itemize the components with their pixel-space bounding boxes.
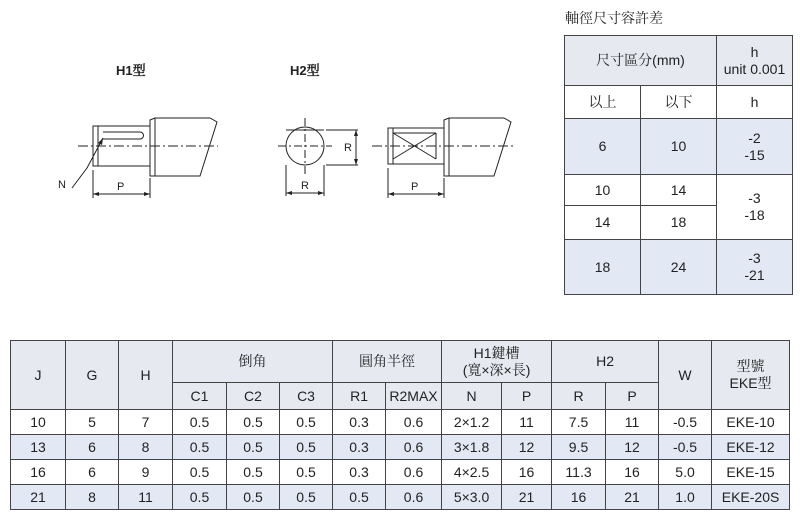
- cell-c2: 0.5: [227, 460, 280, 485]
- cell-h2-p: 12: [606, 435, 659, 460]
- cell-h2-r: 11.3: [552, 460, 606, 485]
- cell-h: 11: [119, 485, 173, 510]
- table-row: [11, 435, 790, 460]
- cell-c3: 0.5: [280, 485, 333, 510]
- cell-h2-p: 21: [606, 485, 659, 510]
- cell-h: 8: [119, 435, 173, 460]
- cell-model: EKE-15: [712, 460, 790, 485]
- cell-c2: 0.5: [227, 410, 280, 435]
- cell-j: 13: [11, 435, 66, 460]
- cell-keyway-n: 3×1.8: [442, 435, 502, 460]
- tolerance-table: [564, 35, 793, 295]
- cell-r2max: 0.6: [386, 485, 442, 510]
- cell-c1: 0.5: [173, 485, 227, 510]
- cell-keyway-p: 12: [502, 435, 552, 460]
- cell-h: 9: [119, 460, 173, 485]
- label-p-h2: P: [411, 181, 419, 193]
- cell-j: 16: [11, 460, 66, 485]
- header-g: G: [66, 341, 119, 410]
- tolerance-above: 6: [565, 119, 641, 175]
- shaft-diagrams: [0, 0, 560, 240]
- header-h2-r: R: [552, 383, 606, 410]
- tolerance-value: [717, 119, 793, 175]
- cell-w: -0.5: [659, 410, 712, 435]
- label-r-side: R: [344, 142, 352, 154]
- tolerance-above: 10: [565, 175, 641, 206]
- header-j: J: [11, 341, 66, 410]
- cell-r1: 0.3: [333, 435, 386, 460]
- cell-g: 5: [66, 410, 119, 435]
- cell-j: 21: [11, 485, 66, 510]
- tolerance-header-h-letter: h: [750, 43, 759, 60]
- table-row: [565, 119, 793, 175]
- cell-r2max: 0.6: [386, 460, 442, 485]
- cell-c3: 0.5: [280, 460, 333, 485]
- header-keyway-p: P: [502, 383, 552, 410]
- tolerance-below: 14: [641, 175, 717, 206]
- cell-c2: 0.5: [227, 435, 280, 460]
- tolerance-header-h: [717, 36, 793, 86]
- header-keyway: [442, 341, 552, 383]
- header-c2: C2: [227, 383, 280, 410]
- h2-shaft-drawing: [372, 118, 515, 198]
- table-row: [565, 175, 793, 206]
- cell-keyway-n: 5×3.0: [442, 485, 502, 510]
- h2-end-view: [278, 118, 358, 196]
- h1-title: H1型: [116, 63, 146, 78]
- header-model: [712, 341, 790, 410]
- header-radius: 圓角半徑: [333, 341, 442, 383]
- tolerance-title: 軸徑尺寸容許差: [565, 10, 663, 26]
- tolerance-header-size: 尺寸區分(mm): [565, 36, 717, 86]
- cell-w: 5.0: [659, 460, 712, 485]
- tolerance-lower: -15: [744, 146, 765, 163]
- dimensions-table: [10, 340, 790, 510]
- cell-c1: 0.5: [173, 435, 227, 460]
- header-r2max: R2MAX: [386, 383, 442, 410]
- cell-r1: 0.3: [333, 460, 386, 485]
- cell-model: EKE-20S: [712, 485, 790, 510]
- cell-w: -0.5: [659, 435, 712, 460]
- cell-keyway-n: 2×1.2: [442, 410, 502, 435]
- header-c1: C1: [173, 383, 227, 410]
- tolerance-above: 18: [565, 240, 641, 295]
- cell-model: EKE-10: [712, 410, 790, 435]
- cell-r2max: 0.6: [386, 410, 442, 435]
- tolerance-below: 24: [641, 240, 717, 295]
- tolerance-upper: -3: [748, 250, 761, 266]
- tolerance-upper: -3: [748, 190, 761, 206]
- cell-keyway-p: 16: [502, 460, 552, 485]
- cell-keyway-p: 11: [502, 410, 552, 435]
- cell-w: 1.0: [659, 485, 712, 510]
- cell-h2-r: 16: [552, 485, 606, 510]
- cell-c1: 0.5: [173, 460, 227, 485]
- header-model-line1: 型號: [736, 358, 765, 374]
- header-keyway-line2: (寬×深×長): [462, 361, 531, 378]
- header-c3: C3: [280, 383, 333, 410]
- header-h2: H2: [552, 341, 659, 383]
- cell-h: 7: [119, 410, 173, 435]
- cell-model: EKE-12: [712, 435, 790, 460]
- cell-g: 8: [66, 485, 119, 510]
- tolerance-sub-above: 以上: [565, 86, 641, 119]
- cell-g: 6: [66, 460, 119, 485]
- tolerance-sub-h: h: [717, 86, 793, 119]
- cell-h2-r: 7.5: [552, 410, 606, 435]
- cell-g: 6: [66, 435, 119, 460]
- cell-c3: 0.5: [280, 435, 333, 460]
- table-row: [11, 460, 790, 485]
- cell-r1: 0.3: [333, 410, 386, 435]
- cell-j: 10: [11, 410, 66, 435]
- tolerance-value: [717, 175, 793, 240]
- header-keyway-n: N: [442, 383, 502, 410]
- tolerance-upper: -2: [748, 129, 761, 146]
- tolerance-sub-below: 以下: [641, 86, 717, 119]
- cell-r1: 0.5: [333, 485, 386, 510]
- cell-r2max: 0.6: [386, 435, 442, 460]
- header-r1: R1: [333, 383, 386, 410]
- cell-c3: 0.5: [280, 410, 333, 435]
- table-row: [11, 410, 790, 435]
- label-n: N: [58, 179, 66, 191]
- cell-h2-p: 16: [606, 460, 659, 485]
- tolerance-value: [717, 240, 793, 295]
- table-row: [11, 485, 790, 510]
- h2-title: H2型: [290, 63, 320, 78]
- cell-keyway-p: 21: [502, 485, 552, 510]
- tolerance-lower: -21: [744, 267, 765, 283]
- tolerance-header-unit: unit 0.001: [723, 60, 786, 77]
- table-row: [565, 240, 793, 295]
- cell-c1: 0.5: [173, 410, 227, 435]
- cell-keyway-n: 4×2.5: [442, 460, 502, 485]
- tolerance-above: 14: [565, 206, 641, 240]
- header-w: W: [659, 341, 712, 410]
- tolerance-below: 18: [641, 206, 717, 240]
- h1-shaft-drawing: [72, 118, 218, 198]
- header-model-line2: EKE型: [729, 375, 772, 391]
- header-chamfer: 倒角: [173, 341, 333, 383]
- header-h2-p: P: [606, 383, 659, 410]
- tolerance-below: 10: [641, 119, 717, 175]
- cell-h2-p: 11: [606, 410, 659, 435]
- label-p-h1: P: [117, 181, 125, 193]
- cell-c2: 0.5: [227, 485, 280, 510]
- header-keyway-line1: H1鍵槽: [473, 344, 520, 361]
- header-h: H: [119, 341, 173, 410]
- tolerance-lower: -18: [744, 207, 765, 223]
- cell-h2-r: 9.5: [552, 435, 606, 460]
- label-r-bottom: R: [301, 180, 309, 192]
